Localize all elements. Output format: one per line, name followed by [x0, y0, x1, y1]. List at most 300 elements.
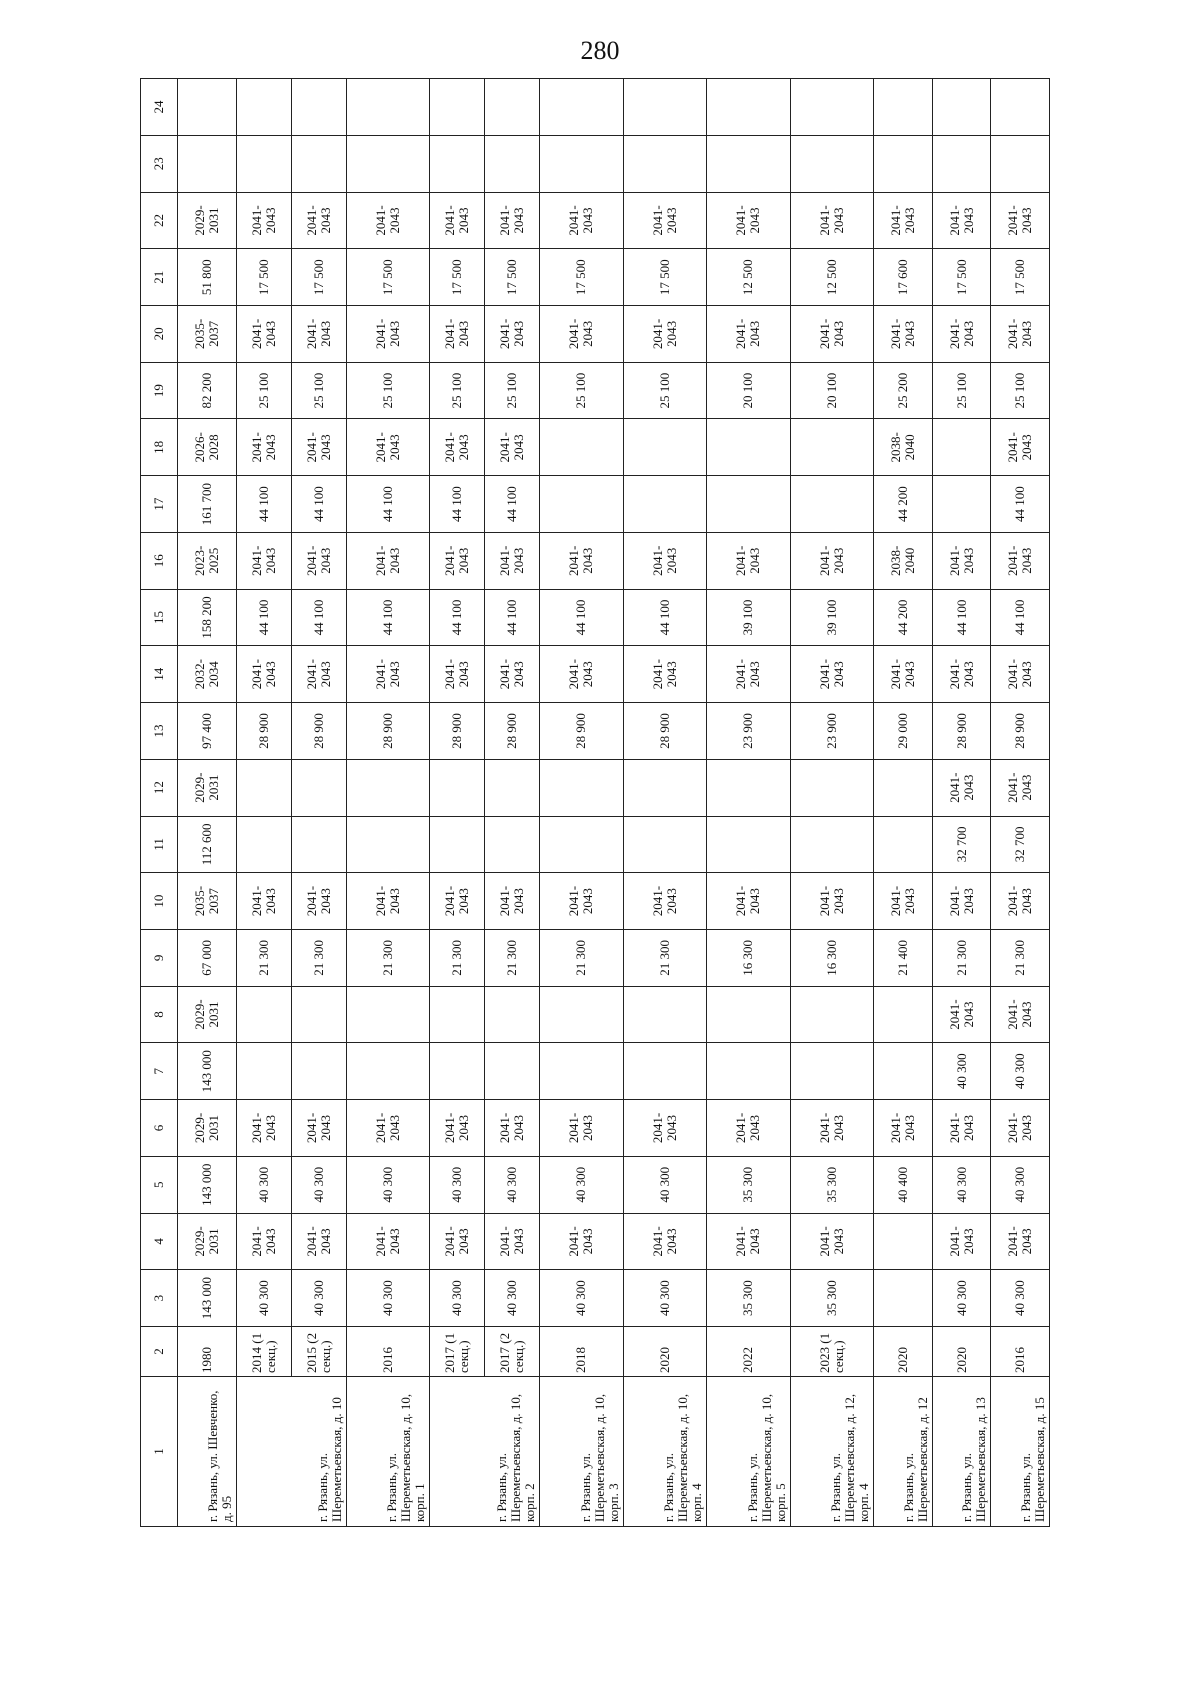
value-cell — [540, 1043, 623, 1100]
rotated-table-wrapper — [140, 78, 1050, 1527]
year-cell: 2017 (1 секц.) — [430, 1327, 485, 1377]
value-cell: 67 000 — [178, 929, 237, 986]
value-cell — [346, 759, 429, 816]
column-header-14: 14 — [141, 646, 178, 703]
value-cell — [874, 816, 933, 873]
column-header-17: 17 — [141, 476, 178, 533]
value-cell: 40 300 — [932, 1156, 991, 1213]
value-cell: 40 300 — [346, 1270, 429, 1327]
value-cell — [707, 79, 790, 136]
value-cell: 25 100 — [623, 362, 706, 419]
value-cell: 17 500 — [623, 249, 706, 306]
value-cell: 2041-2043 — [874, 192, 933, 249]
value-cell: 2026-2028 — [178, 419, 237, 476]
value-cell: 82 200 — [178, 362, 237, 419]
value-cell: 2041-2043 — [346, 1213, 429, 1270]
value-cell: 44 100 — [991, 589, 1050, 646]
value-cell: 2041-2043 — [991, 192, 1050, 249]
value-cell — [707, 1043, 790, 1100]
year-cell: 2017 (2 секц.) — [485, 1327, 540, 1377]
year-cell: 1980 — [178, 1327, 237, 1377]
value-cell: 40 300 — [291, 1270, 346, 1327]
value-cell — [623, 1043, 706, 1100]
value-cell: 2038-2040 — [874, 532, 933, 589]
value-cell: 2041-2043 — [540, 873, 623, 930]
value-cell: 2041-2043 — [932, 986, 991, 1043]
value-cell: 29 000 — [874, 703, 933, 760]
value-cell: 2041-2043 — [291, 646, 346, 703]
value-cell — [991, 79, 1050, 136]
value-cell: 2041-2043 — [236, 873, 291, 930]
table-row — [623, 79, 706, 1527]
value-cell: 21 400 — [874, 929, 933, 986]
value-cell: 2041-2043 — [485, 646, 540, 703]
address-cell: г. Рязань, ул. Шереметьевская, д. 15 — [991, 1377, 1050, 1527]
value-cell — [485, 79, 540, 136]
value-cell — [540, 816, 623, 873]
value-cell — [485, 816, 540, 873]
value-cell: 2038-2040 — [874, 419, 933, 476]
value-cell: 2041-2043 — [540, 532, 623, 589]
value-cell: 2041-2043 — [236, 192, 291, 249]
value-cell: 12 500 — [790, 249, 873, 306]
value-cell: 25 100 — [540, 362, 623, 419]
value-cell: 40 300 — [623, 1156, 706, 1213]
value-cell: 2041-2043 — [623, 306, 706, 363]
column-header-19: 19 — [141, 362, 178, 419]
value-cell: 2041-2043 — [623, 1100, 706, 1157]
value-cell: 2041-2043 — [707, 532, 790, 589]
value-cell: 28 900 — [540, 703, 623, 760]
value-cell: 2041-2043 — [291, 1213, 346, 1270]
value-cell: 2041-2043 — [540, 192, 623, 249]
value-cell: 39 100 — [790, 589, 873, 646]
value-cell: 2041-2043 — [623, 192, 706, 249]
table-row — [291, 79, 346, 1527]
column-header-6: 6 — [141, 1100, 178, 1157]
year-cell: 2018 — [540, 1327, 623, 1377]
value-cell — [346, 986, 429, 1043]
value-cell — [707, 986, 790, 1043]
value-cell: 21 300 — [932, 929, 991, 986]
value-cell — [236, 1043, 291, 1100]
value-cell — [430, 79, 485, 136]
year-cell: 2014 (1 секц.) — [236, 1327, 291, 1377]
value-cell: 44 200 — [874, 476, 933, 533]
value-cell: 2041-2043 — [346, 419, 429, 476]
value-cell: 17 600 — [874, 249, 933, 306]
value-cell: 2041-2043 — [790, 1100, 873, 1157]
value-cell: 2041-2043 — [485, 192, 540, 249]
table-row — [540, 79, 623, 1527]
column-header-5: 5 — [141, 1156, 178, 1213]
value-cell — [623, 79, 706, 136]
value-cell: 44 100 — [991, 476, 1050, 533]
value-cell: 2041-2043 — [790, 646, 873, 703]
value-cell: 2041-2043 — [485, 873, 540, 930]
value-cell: 2035-2037 — [178, 873, 237, 930]
value-cell: 40 300 — [623, 1270, 706, 1327]
value-cell — [707, 476, 790, 533]
value-cell: 40 300 — [932, 1043, 991, 1100]
value-cell — [874, 79, 933, 136]
value-cell: 2041-2043 — [623, 1213, 706, 1270]
value-cell: 40 300 — [236, 1156, 291, 1213]
value-cell: 2041-2043 — [291, 306, 346, 363]
value-cell — [291, 135, 346, 192]
value-cell — [291, 759, 346, 816]
value-cell: 2041-2043 — [291, 419, 346, 476]
value-cell: 32 700 — [932, 816, 991, 873]
value-cell: 2041-2043 — [485, 306, 540, 363]
value-cell: 40 400 — [874, 1156, 933, 1213]
column-header-7: 7 — [141, 1043, 178, 1100]
value-cell — [790, 1043, 873, 1100]
value-cell: 2041-2043 — [346, 1100, 429, 1157]
value-cell — [932, 476, 991, 533]
value-cell — [932, 135, 991, 192]
table-row — [346, 79, 429, 1527]
column-header-15: 15 — [141, 589, 178, 646]
value-cell: 2023-2025 — [178, 532, 237, 589]
value-cell: 35 300 — [707, 1270, 790, 1327]
value-cell — [790, 476, 873, 533]
value-cell: 2041-2043 — [707, 1213, 790, 1270]
value-cell: 17 500 — [485, 249, 540, 306]
value-cell: 2041-2043 — [932, 306, 991, 363]
value-cell: 2029-2031 — [178, 1213, 237, 1270]
value-cell: 35 300 — [790, 1156, 873, 1213]
value-cell: 44 100 — [291, 589, 346, 646]
value-cell — [236, 135, 291, 192]
value-cell — [346, 816, 429, 873]
value-cell: 2032-2034 — [178, 646, 237, 703]
value-cell: 2041-2043 — [346, 532, 429, 589]
value-cell: 40 300 — [991, 1270, 1050, 1327]
value-cell — [790, 986, 873, 1043]
value-cell: 2041-2043 — [991, 532, 1050, 589]
value-cell: 2041-2043 — [485, 532, 540, 589]
address-cell: г. Рязань, ул. Шевченко, д. 95 — [178, 1377, 237, 1527]
value-cell: 2041-2043 — [291, 1100, 346, 1157]
value-cell — [430, 1043, 485, 1100]
value-cell: 44 100 — [430, 589, 485, 646]
value-cell: 2035-2037 — [178, 306, 237, 363]
value-cell: 44 100 — [236, 476, 291, 533]
value-cell: 25 200 — [874, 362, 933, 419]
value-cell: 2041-2043 — [430, 419, 485, 476]
value-cell: 2041-2043 — [346, 306, 429, 363]
value-cell — [540, 419, 623, 476]
value-cell: 2041-2043 — [540, 306, 623, 363]
value-cell: 35 300 — [707, 1156, 790, 1213]
value-cell — [790, 135, 873, 192]
value-cell — [623, 986, 706, 1043]
value-cell: 2041-2043 — [346, 873, 429, 930]
value-cell — [236, 759, 291, 816]
value-cell: 17 500 — [430, 249, 485, 306]
value-cell: 2041-2043 — [346, 646, 429, 703]
value-cell: 2041-2043 — [874, 873, 933, 930]
value-cell: 143 000 — [178, 1270, 237, 1327]
value-cell — [790, 419, 873, 476]
value-cell: 44 100 — [485, 589, 540, 646]
value-cell: 28 900 — [291, 703, 346, 760]
value-cell — [707, 135, 790, 192]
value-cell: 2041-2043 — [430, 1213, 485, 1270]
value-cell: 44 100 — [932, 589, 991, 646]
value-cell — [540, 79, 623, 136]
value-cell — [623, 476, 706, 533]
value-cell: 21 300 — [291, 929, 346, 986]
year-cell: 2016 — [991, 1327, 1050, 1377]
value-cell: 2041-2043 — [430, 532, 485, 589]
value-cell: 143 000 — [178, 1156, 237, 1213]
value-cell: 2041-2043 — [932, 192, 991, 249]
value-cell: 28 900 — [236, 703, 291, 760]
value-cell — [623, 419, 706, 476]
value-cell: 2041-2043 — [991, 1213, 1050, 1270]
value-cell: 16 300 — [707, 929, 790, 986]
value-cell: 2041-2043 — [991, 759, 1050, 816]
year-cell: 2020 — [623, 1327, 706, 1377]
value-cell: 2041-2043 — [790, 306, 873, 363]
value-cell: 40 300 — [485, 1156, 540, 1213]
column-header-22: 22 — [141, 192, 178, 249]
value-cell: 2041-2043 — [540, 1100, 623, 1157]
table-row — [178, 79, 237, 1527]
value-cell: 28 900 — [430, 703, 485, 760]
value-cell: 2041-2043 — [540, 1213, 623, 1270]
value-cell: 2041-2043 — [430, 306, 485, 363]
value-cell — [236, 816, 291, 873]
value-cell: 21 300 — [485, 929, 540, 986]
address-cell: г. Рязань, ул. Шереметьевская, д. 10 — [236, 1377, 346, 1527]
value-cell: 2041-2043 — [291, 192, 346, 249]
value-cell: 2041-2043 — [991, 873, 1050, 930]
value-cell: 40 300 — [236, 1270, 291, 1327]
value-cell: 25 100 — [291, 362, 346, 419]
column-header-23: 23 — [141, 135, 178, 192]
value-cell: 40 300 — [485, 1270, 540, 1327]
value-cell: 25 100 — [430, 362, 485, 419]
table-row — [485, 79, 540, 1527]
value-cell — [623, 816, 706, 873]
value-cell: 20 100 — [790, 362, 873, 419]
value-cell: 2041-2043 — [991, 306, 1050, 363]
value-cell — [874, 1270, 933, 1327]
value-cell — [707, 816, 790, 873]
value-cell: 21 300 — [623, 929, 706, 986]
value-cell — [485, 759, 540, 816]
value-cell: 2041-2043 — [932, 532, 991, 589]
table-row — [991, 79, 1050, 1527]
year-cell: 2022 — [707, 1327, 790, 1377]
year-cell: 2016 — [346, 1327, 429, 1377]
value-cell — [623, 759, 706, 816]
value-cell: 2041-2043 — [623, 873, 706, 930]
value-cell: 2041-2043 — [932, 1100, 991, 1157]
value-cell: 17 500 — [991, 249, 1050, 306]
value-cell — [540, 476, 623, 533]
address-cell: г. Рязань, ул. Шереметьевская, д. 10, корп. 4 — [623, 1377, 706, 1527]
address-cell: г. Рязань, ул. Шереметьевская, д. 10, корп. 3 — [540, 1377, 623, 1527]
column-header-21: 21 — [141, 249, 178, 306]
value-cell: 17 500 — [540, 249, 623, 306]
value-cell: 40 300 — [430, 1156, 485, 1213]
value-cell: 40 300 — [932, 1270, 991, 1327]
column-header-3: 3 — [141, 1270, 178, 1327]
value-cell: 25 100 — [991, 362, 1050, 419]
value-cell: 2041-2043 — [991, 1100, 1050, 1157]
value-cell: 2041-2043 — [430, 873, 485, 930]
value-cell: 2041-2043 — [707, 1100, 790, 1157]
value-cell — [346, 79, 429, 136]
value-cell — [790, 79, 873, 136]
value-cell: 25 100 — [346, 362, 429, 419]
value-cell: 44 100 — [346, 589, 429, 646]
value-cell — [485, 986, 540, 1043]
value-cell: 51 800 — [178, 249, 237, 306]
value-cell — [874, 759, 933, 816]
value-cell: 40 300 — [430, 1270, 485, 1327]
value-cell: 2041-2043 — [430, 192, 485, 249]
value-cell — [291, 79, 346, 136]
value-cell — [790, 759, 873, 816]
column-header-2: 2 — [141, 1327, 178, 1377]
value-cell — [932, 79, 991, 136]
value-cell: 44 100 — [291, 476, 346, 533]
column-header-8: 8 — [141, 986, 178, 1043]
value-cell: 17 500 — [291, 249, 346, 306]
column-header-12: 12 — [141, 759, 178, 816]
value-cell: 35 300 — [790, 1270, 873, 1327]
value-cell: 25 100 — [485, 362, 540, 419]
value-cell: 97 400 — [178, 703, 237, 760]
value-cell: 40 300 — [540, 1156, 623, 1213]
value-cell: 2029-2031 — [178, 192, 237, 249]
column-header-1: 1 — [141, 1377, 178, 1527]
value-cell — [236, 986, 291, 1043]
value-cell: 2041-2043 — [707, 646, 790, 703]
column-header-20: 20 — [141, 306, 178, 363]
value-cell: 32 700 — [991, 816, 1050, 873]
value-cell: 44 100 — [540, 589, 623, 646]
value-cell: 40 300 — [991, 1156, 1050, 1213]
address-cell: г. Рязань, ул. Шереметьевская, д. 12, корп. 4 — [790, 1377, 873, 1527]
value-cell: 2029-2031 — [178, 986, 237, 1043]
year-cell: 2020 — [932, 1327, 991, 1377]
value-cell: 112 600 — [178, 816, 237, 873]
table-row — [932, 79, 991, 1527]
value-cell: 2041-2043 — [790, 192, 873, 249]
column-header-11: 11 — [141, 816, 178, 873]
value-cell — [932, 419, 991, 476]
value-cell: 23 900 — [707, 703, 790, 760]
value-cell — [430, 759, 485, 816]
value-cell: 2041-2043 — [790, 1213, 873, 1270]
value-cell: 40 300 — [991, 1043, 1050, 1100]
value-cell — [485, 1043, 540, 1100]
value-cell: 44 100 — [623, 589, 706, 646]
value-cell: 2041-2043 — [236, 646, 291, 703]
value-cell — [346, 135, 429, 192]
value-cell — [874, 986, 933, 1043]
value-cell: 17 500 — [236, 249, 291, 306]
value-cell: 2041-2043 — [991, 419, 1050, 476]
value-cell: 2041-2043 — [932, 873, 991, 930]
value-cell: 25 100 — [236, 362, 291, 419]
value-cell: 2041-2043 — [932, 646, 991, 703]
column-header-13: 13 — [141, 703, 178, 760]
value-cell: 2041-2043 — [991, 986, 1050, 1043]
address-cell: г. Рязань, ул. Шереметьевская, д. 13 — [932, 1377, 991, 1527]
value-cell: 12 500 — [707, 249, 790, 306]
address-cell: г. Рязань, ул. Шереметьевская, д. 12 — [874, 1377, 933, 1527]
year-cell: 2015 (2 секц.) — [291, 1327, 346, 1377]
value-cell — [991, 135, 1050, 192]
value-cell: 2041-2043 — [485, 1100, 540, 1157]
header-row — [141, 79, 178, 1527]
value-cell: 44 100 — [236, 589, 291, 646]
value-cell: 2041-2043 — [485, 419, 540, 476]
value-cell: 2041-2043 — [991, 646, 1050, 703]
value-cell: 2041-2043 — [874, 1100, 933, 1157]
data-table — [140, 78, 1050, 1527]
value-cell — [346, 1043, 429, 1100]
value-cell — [178, 79, 237, 136]
value-cell: 2041-2043 — [430, 646, 485, 703]
value-cell: 2041-2043 — [790, 532, 873, 589]
table-row — [874, 79, 933, 1527]
value-cell: 28 900 — [623, 703, 706, 760]
column-header-4: 4 — [141, 1213, 178, 1270]
value-cell: 21 300 — [236, 929, 291, 986]
value-cell: 16 300 — [790, 929, 873, 986]
value-cell: 2041-2043 — [707, 306, 790, 363]
value-cell: 2041-2043 — [540, 646, 623, 703]
value-cell: 2041-2043 — [707, 192, 790, 249]
value-cell — [430, 135, 485, 192]
value-cell — [291, 986, 346, 1043]
table-row — [430, 79, 485, 1527]
value-cell: 28 900 — [932, 703, 991, 760]
value-cell: 44 100 — [485, 476, 540, 533]
value-cell — [707, 419, 790, 476]
value-cell: 2041-2043 — [874, 306, 933, 363]
value-cell: 2041-2043 — [485, 1213, 540, 1270]
value-cell: 2041-2043 — [236, 532, 291, 589]
year-cell: 2023 (1 секц.) — [790, 1327, 873, 1377]
value-cell: 2041-2043 — [932, 759, 991, 816]
value-cell: 44 200 — [874, 589, 933, 646]
table-row — [707, 79, 790, 1527]
value-cell: 158 200 — [178, 589, 237, 646]
column-header-18: 18 — [141, 419, 178, 476]
value-cell — [540, 986, 623, 1043]
value-cell — [540, 135, 623, 192]
value-cell: 44 100 — [430, 476, 485, 533]
value-cell: 2041-2043 — [291, 873, 346, 930]
value-cell: 2029-2031 — [178, 1100, 237, 1157]
value-cell: 17 500 — [932, 249, 991, 306]
value-cell: 44 100 — [346, 476, 429, 533]
page-number: 280 — [580, 36, 620, 65]
value-cell — [707, 759, 790, 816]
value-cell: 21 300 — [991, 929, 1050, 986]
value-cell: 40 300 — [540, 1270, 623, 1327]
column-header-9: 9 — [141, 929, 178, 986]
